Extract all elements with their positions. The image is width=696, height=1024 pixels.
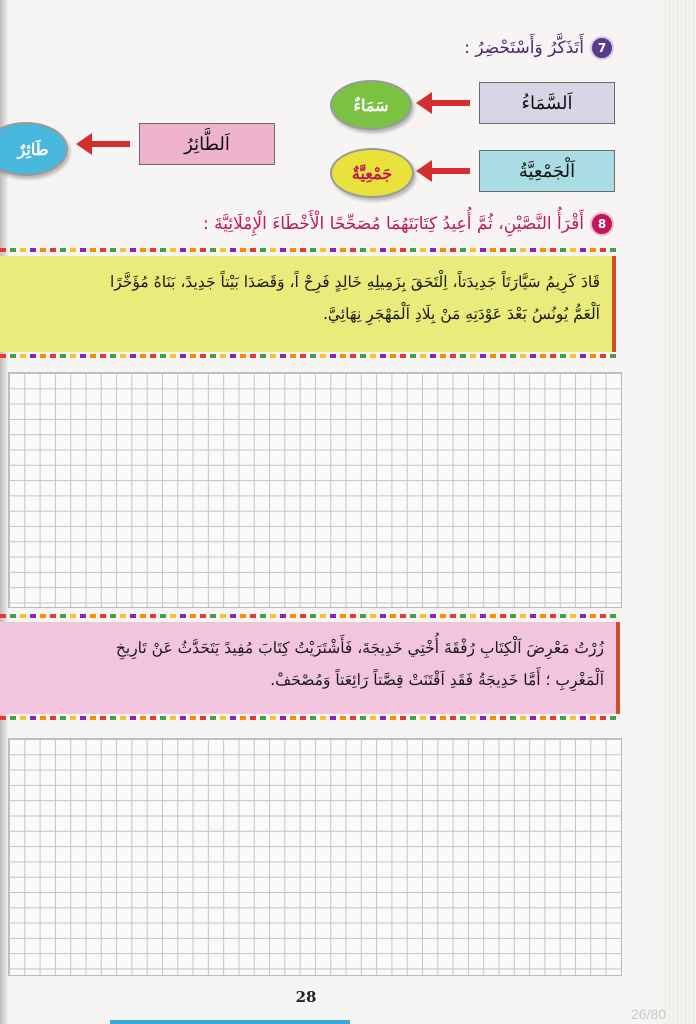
decorative-dash-border <box>0 716 620 720</box>
pdf-page-counter: 26/80 <box>630 1006 666 1022</box>
decorative-dash-border <box>0 614 620 618</box>
target-word-association: جَمْعِيَّةٌ <box>351 163 393 183</box>
text-1-line-2: اَلْعَمُّ يُونُسُ بَعْدَ عَوْدَتِهِ مَنْ بِلَادِ اَلْمَهْجَرِ نِهَائِيَّ. <box>322 305 600 323</box>
text-2-line-2: اَلْمَغْرِبِ ؛ أَمَّا خَدِيجَةُ فَقَدِ اَقْتَنَتْ قِصَّتاً رَائِعَتاً وَمُصْحَفْ. <box>270 671 604 689</box>
target-word-pill-sky <box>330 80 412 130</box>
exercise-8-title: أَقْرَأُ النَّصَّيْنِ، ثُمَّ أُعِيدُ كِتَابَتَهُمَا مُصَحِّحًا الْأَخْطَاءَ الْإِمْلَائِيَّةَ : <box>203 214 584 234</box>
source-word-box-bird <box>139 123 275 165</box>
left-arrow-icon <box>74 131 132 157</box>
text-panel-1 <box>0 256 616 352</box>
text-1-line-1: قَادَ كَرِيمُ سَيَّارَتَاً جَدِيدَتاً، اِلْتَحَقَ بِزَمِيلِهِ خَالِدٍ فَرِحْ اً، وَقَصَدَا بَيْتاً جَدِيدً، بَنَاهُ مُؤَخَّرًا <box>109 273 600 291</box>
target-word-bird: طَائِرٌ <box>17 139 49 159</box>
text-panel-2 <box>0 622 620 714</box>
source-word-bird: اَلطَّائِرُ <box>184 133 230 155</box>
left-arrow-icon <box>414 90 472 116</box>
target-word-sky: سَمَاءٌ <box>353 95 389 115</box>
text-2-line-1: زُرْتُ مَعْرِضَ اَلْكِتَابِ رُفْقَةَ أُخْتِي خَدِيجَةَ، فَأَشْتَرَيْتُ كِتَابَ مُفِيدً يَتَحَدَّثُ عَنْ تَارِيخِ <box>115 639 604 657</box>
page-edge-stack <box>662 0 696 1024</box>
writing-grid-1[interactable] <box>8 372 622 608</box>
left-arrow-icon <box>414 158 472 184</box>
target-word-pill-bird <box>0 122 68 176</box>
exercise-8-number-badge: 8 <box>590 212 614 236</box>
progress-bar <box>110 1020 350 1024</box>
exercise-7-heading <box>464 36 614 60</box>
source-word-box-sky <box>479 82 615 124</box>
page-number: 28 <box>295 988 317 1006</box>
source-word-association: اَلْجَمْعِيَّةُ <box>518 160 576 182</box>
writing-grid-2[interactable] <box>8 738 622 976</box>
target-word-pill-association <box>330 148 414 198</box>
decorative-dash-border <box>0 354 616 358</box>
exercise-8-heading <box>203 212 614 236</box>
exercise-7-title: أَتَذَكَّرُ وَأَسْتَحْضِرُ : <box>464 38 584 58</box>
exercise-7-number-badge: 7 <box>590 36 614 60</box>
decorative-dash-border <box>0 248 616 252</box>
source-word-box-association <box>479 150 615 192</box>
source-word-sky: اَلسَّمَاءُ <box>521 92 573 114</box>
